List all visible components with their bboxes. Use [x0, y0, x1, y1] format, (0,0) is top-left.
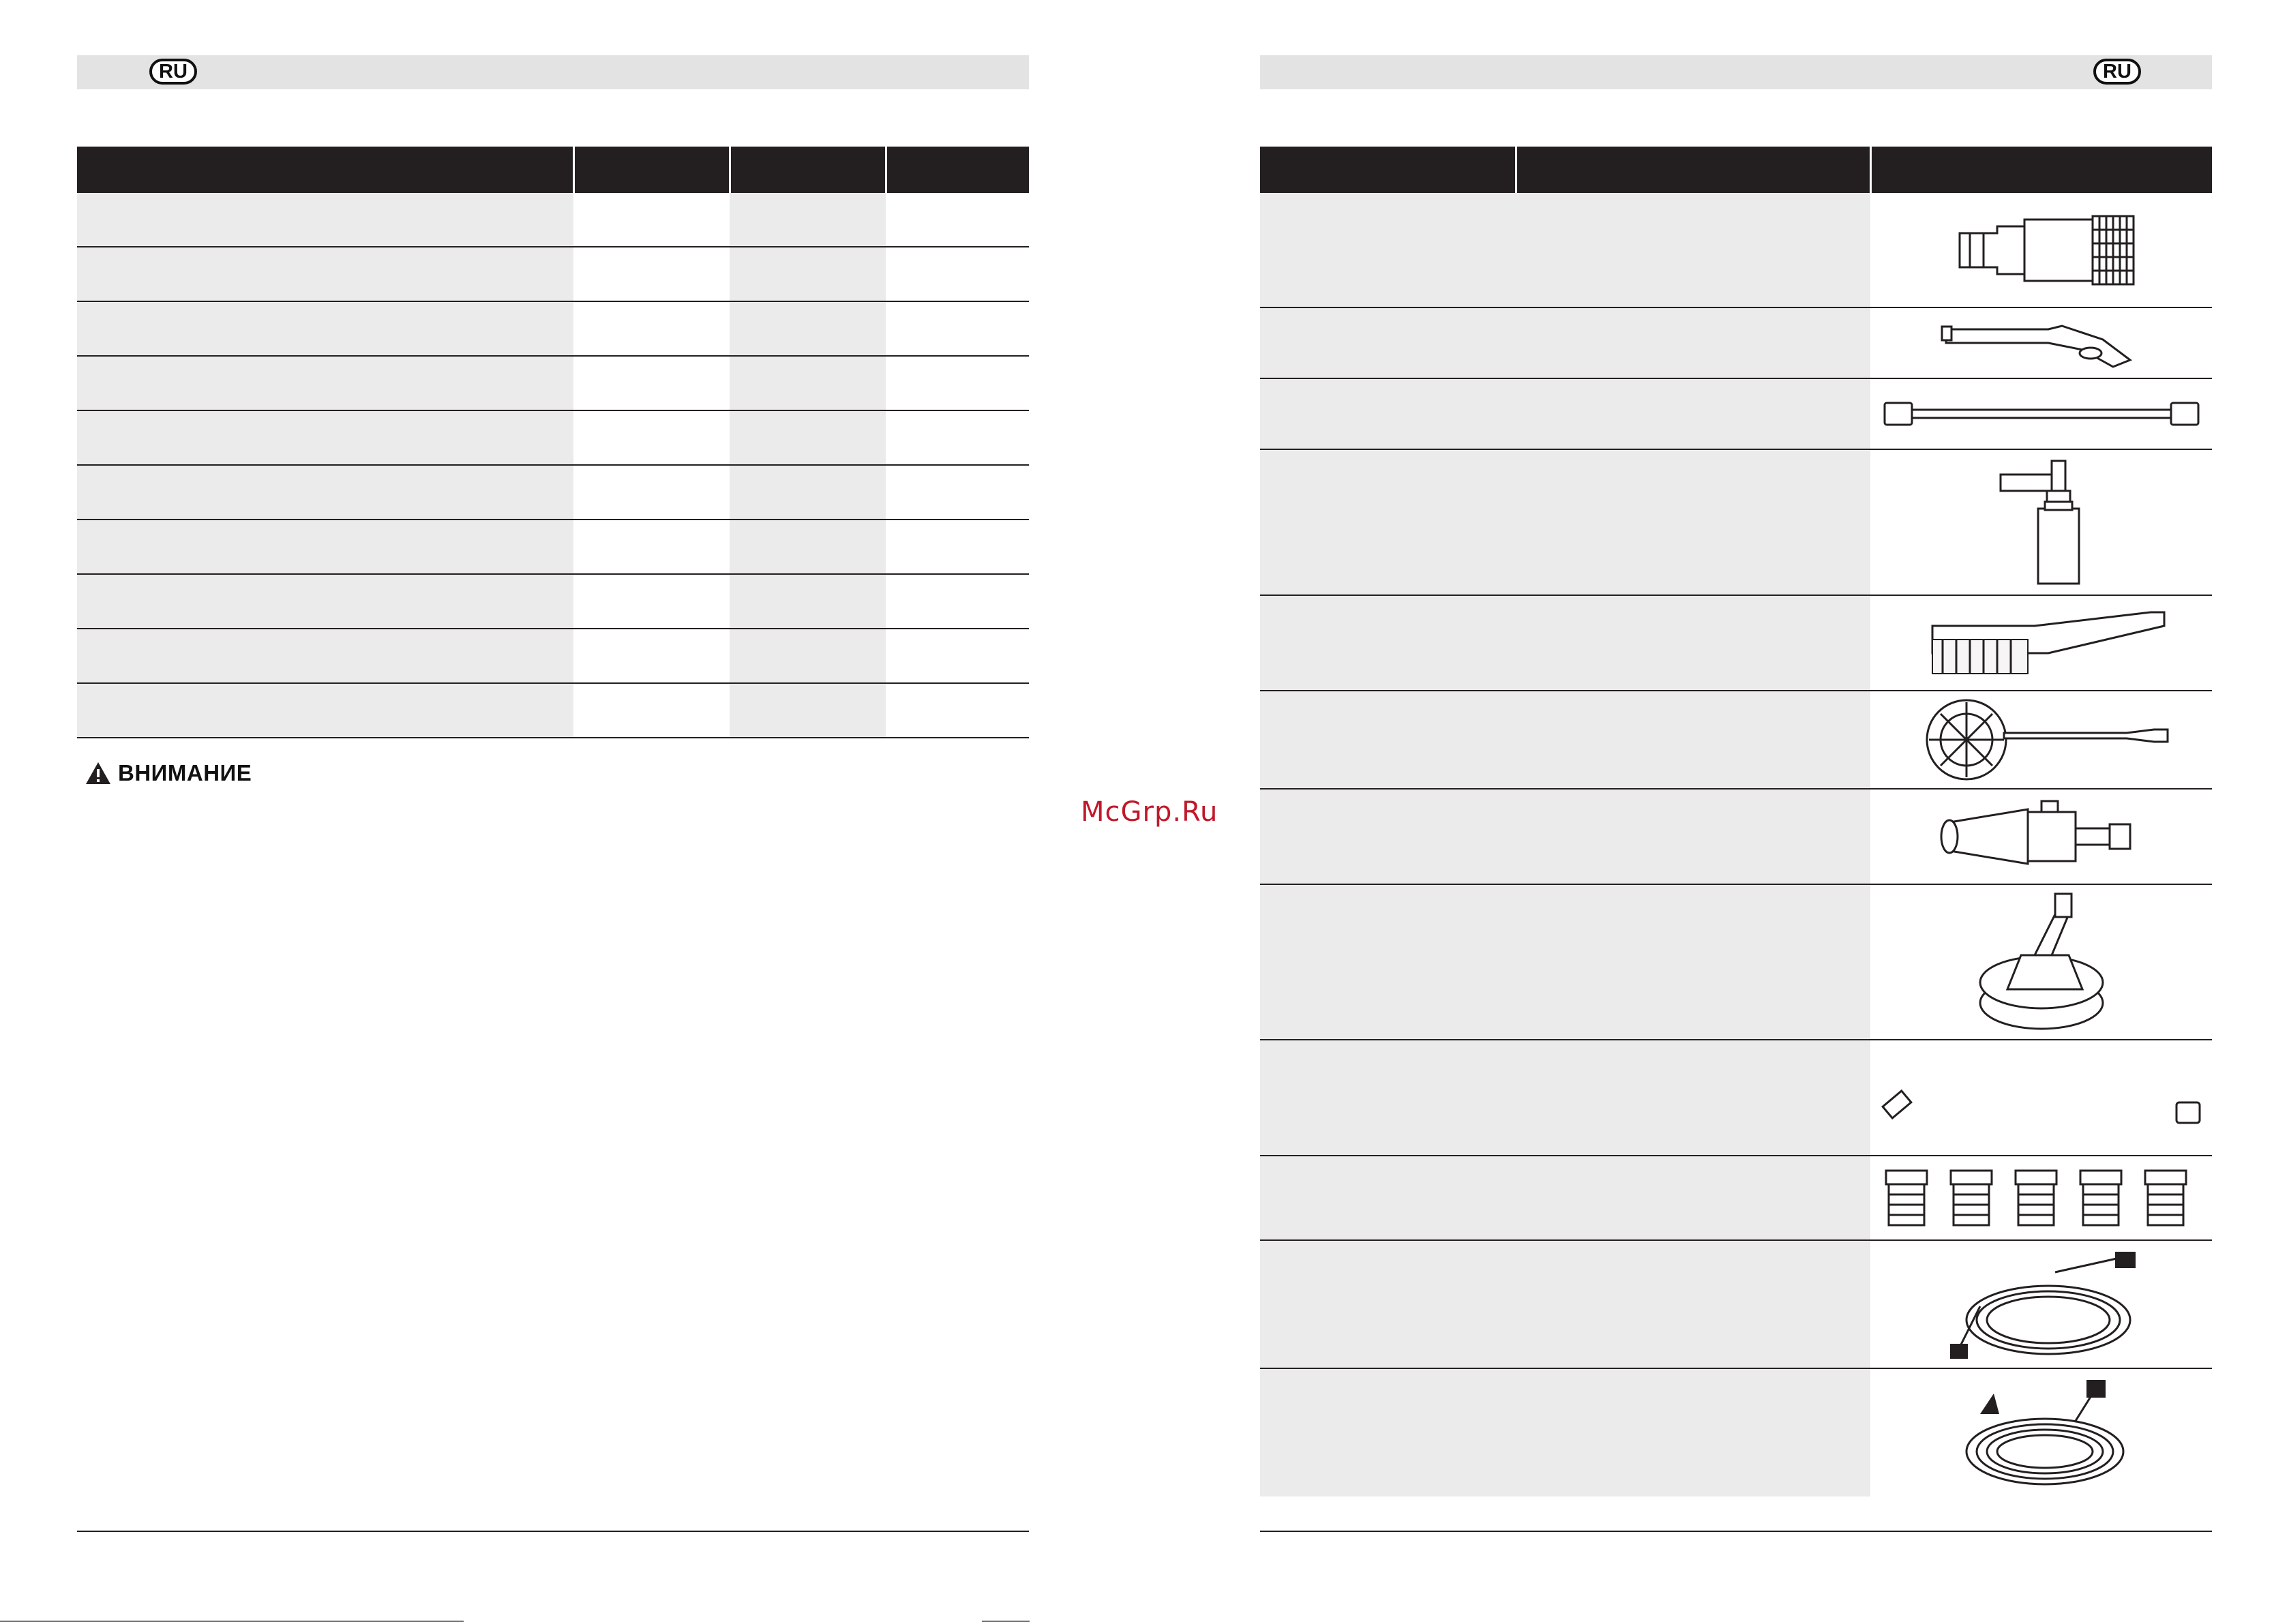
extension-lance-icon	[1878, 393, 2205, 434]
footer-rule	[1260, 1531, 2212, 1532]
table-header-row	[77, 147, 1029, 193]
table-row	[1260, 449, 2212, 595]
nozzle-set-icon	[1878, 1157, 2205, 1239]
warning-heading	[85, 757, 252, 790]
straight-brush-icon	[1905, 605, 2178, 680]
table-row	[77, 410, 1029, 465]
table-row	[77, 574, 1029, 629]
table-row	[77, 629, 1029, 683]
header-band	[1260, 55, 2212, 89]
table-row	[1260, 307, 2212, 378]
watermark: McGrp.Ru	[1081, 796, 1218, 828]
scan-edge-line	[0, 1621, 464, 1622]
high-pressure-hose-icon	[1932, 1245, 2151, 1364]
rotary-brush-icon	[1905, 695, 2178, 784]
table-row	[77, 520, 1029, 574]
table-row	[1260, 193, 2212, 307]
header-cell	[573, 147, 730, 193]
table-row	[77, 193, 1029, 247]
left-page	[77, 0, 1029, 1624]
table-row	[1260, 1156, 2212, 1240]
table-row	[1260, 378, 2212, 449]
language-badge: RU	[149, 59, 197, 85]
table-row	[1260, 1368, 2212, 1497]
header-band	[77, 55, 1029, 89]
table-row	[1260, 884, 2212, 1040]
footer-rule	[77, 1531, 1029, 1532]
turbo-nozzle-icon	[1919, 796, 2164, 877]
extension-hose-icon	[1932, 1373, 2151, 1492]
header-cell	[1870, 147, 2212, 193]
right-page	[1260, 0, 2212, 1624]
header-cell	[886, 147, 1029, 193]
warning-triangle-icon	[85, 762, 111, 785]
header-cell	[1516, 147, 1870, 193]
table-row	[77, 247, 1029, 301]
table-row	[77, 301, 1029, 356]
table-header-row	[1260, 147, 2212, 193]
language-badge: RU	[2093, 59, 2141, 85]
specifications-table	[77, 147, 1029, 738]
curved-lance-icon	[1878, 1053, 2205, 1142]
table-row	[77, 683, 1029, 738]
table-row	[1260, 691, 2212, 789]
table-row	[1260, 789, 2212, 884]
table-row	[1260, 595, 2212, 691]
accessories-table	[1260, 147, 2212, 1497]
foam-bottle-icon	[1973, 454, 2110, 590]
header-cell	[730, 147, 886, 193]
scan-edge-mark	[982, 1621, 1030, 1622]
header-cell	[1260, 147, 1516, 193]
quick-connect-adapter-icon	[1932, 206, 2151, 295]
table-row	[1260, 1040, 2212, 1156]
header-cell	[77, 147, 573, 193]
table-row	[1260, 1240, 2212, 1368]
warning-label: ВНИМАНИЕ	[118, 760, 252, 785]
table-row	[77, 465, 1029, 520]
table-row	[77, 356, 1029, 410]
patio-cleaner-icon	[1953, 887, 2130, 1037]
spray-gun-icon	[1932, 316, 2151, 370]
